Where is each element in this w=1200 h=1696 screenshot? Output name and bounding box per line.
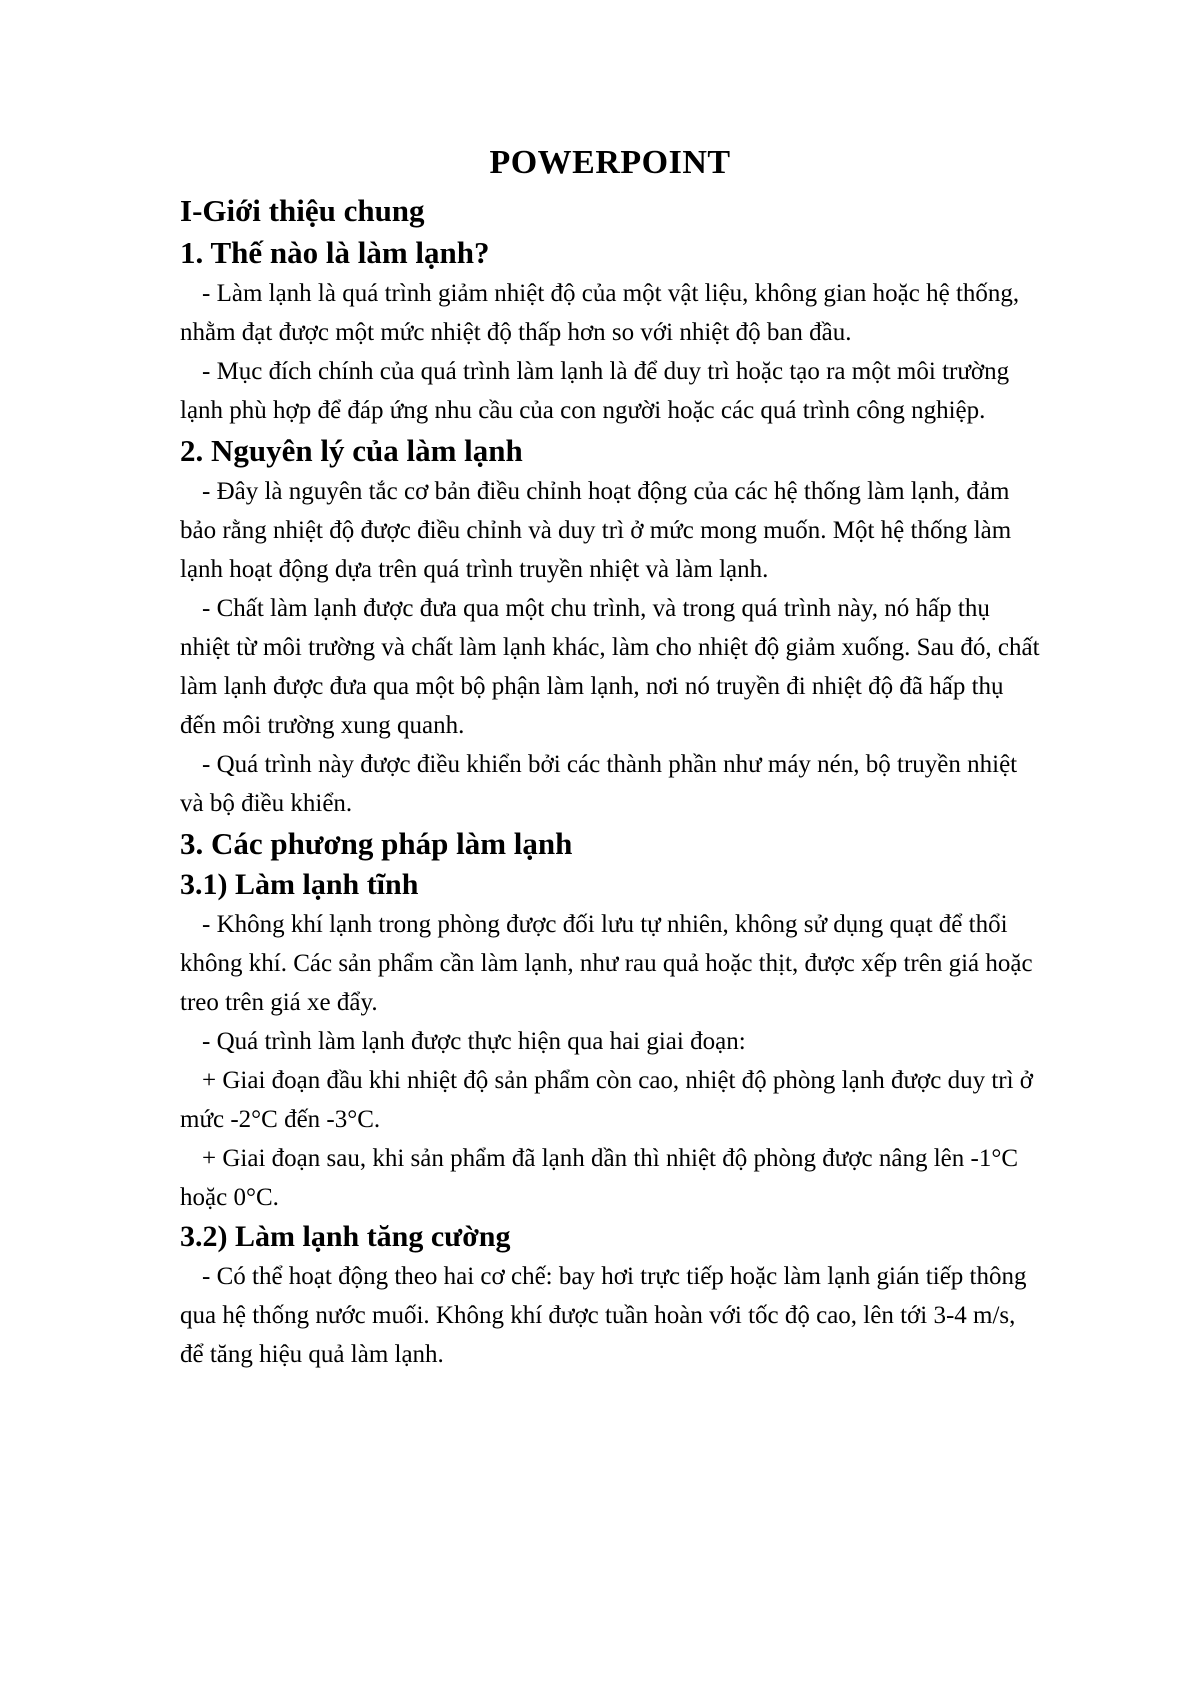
heading-3-1: 3.1) Làm lạnh tĩnh — [180, 868, 419, 901]
paragraph: - Chất làm lạnh được đưa qua một chu trình, và trong quá trình này, nó hấp thụ nhiệt từ môi trường và chất làm lạnh khác, làm cho nhiệt độ giảm xuống. Sau đó, chất làm lạnh được đưa qua một bộ phận làm lạnh, nơi nó truyền đi nhiệt độ đã hấp thụ đến môi trường xung quanh. — [180, 595, 1040, 739]
paragraph: - Có thể hoạt động theo hai cơ chế: bay hơi trực tiếp hoặc làm lạnh gián tiếp thông qua hệ thống nước muối. Không khí được tuần hoàn với tốc độ cao, lên tới 3-4 m/s, để tăng hiệu quả làm lạnh. — [180, 1263, 1027, 1368]
paragraph: - Đây là nguyên tắc cơ bản điều chỉnh hoạt động của các hệ thống làm lạnh, đảm bảo rằng nhiệt độ được điều chỉnh và duy trì ở mức mong muốn. Một hệ thống làm lạnh hoạt động dựa trên quá trình truyền nhiệt và làm lạnh. — [180, 478, 1012, 583]
document-page — [180, 140, 1040, 1374]
paragraph: - Mục đích chính của quá trình làm lạnh là để duy trì hoặc tạo ra một môi trường lạnh phù hợp để đáp ứng nhu cầu của con người hoặc các quá trình công nghiệp. — [180, 358, 1010, 424]
section-heading: I-Giới thiệu chung — [180, 193, 425, 228]
heading-1: 1. Thế nào là làm lạnh? — [180, 235, 490, 270]
paragraph: + Giai đoạn sau, khi sản phẩm đã lạnh dần thì nhiệt độ phòng được nâng lên -1°C hoặc 0°C. — [180, 1145, 1018, 1211]
heading-3-2: 3.2) Làm lạnh tăng cường — [180, 1220, 511, 1253]
paragraph: - Quá trình này được điều khiển bởi các thành phần như máy nén, bộ truyền nhiệt và bộ điều khiển. — [180, 751, 1018, 817]
paragraph: + Giai đoạn đầu khi nhiệt độ sản phẩm còn cao, nhiệt độ phòng lạnh được duy trì ở mức -2°C đến -3°C. — [180, 1067, 1034, 1133]
paragraph: - Làm lạnh là quá trình giảm nhiệt độ của một vật liệu, không gian hoặc hệ thống, nhằm đạt được một mức nhiệt độ thấp hơn so với nhiệt độ ban đầu. — [180, 280, 1020, 346]
heading-3: 3. Các phương pháp làm lạnh — [180, 826, 573, 861]
paragraph: - Không khí lạnh trong phòng được đối lưu tự nhiên, không sử dụng quạt để thổi không khí. Các sản phẩm cần làm lạnh, như rau quả hoặc thịt, được xếp trên giá hoặc treo trên giá xe đẩy. — [180, 911, 1033, 1016]
document-title: POWERPOINT — [489, 144, 731, 181]
heading-2: 2. Nguyên lý của làm lạnh — [180, 433, 523, 468]
paragraph: - Quá trình làm lạnh được thực hiện qua hai giai đoạn: — [202, 1028, 746, 1055]
